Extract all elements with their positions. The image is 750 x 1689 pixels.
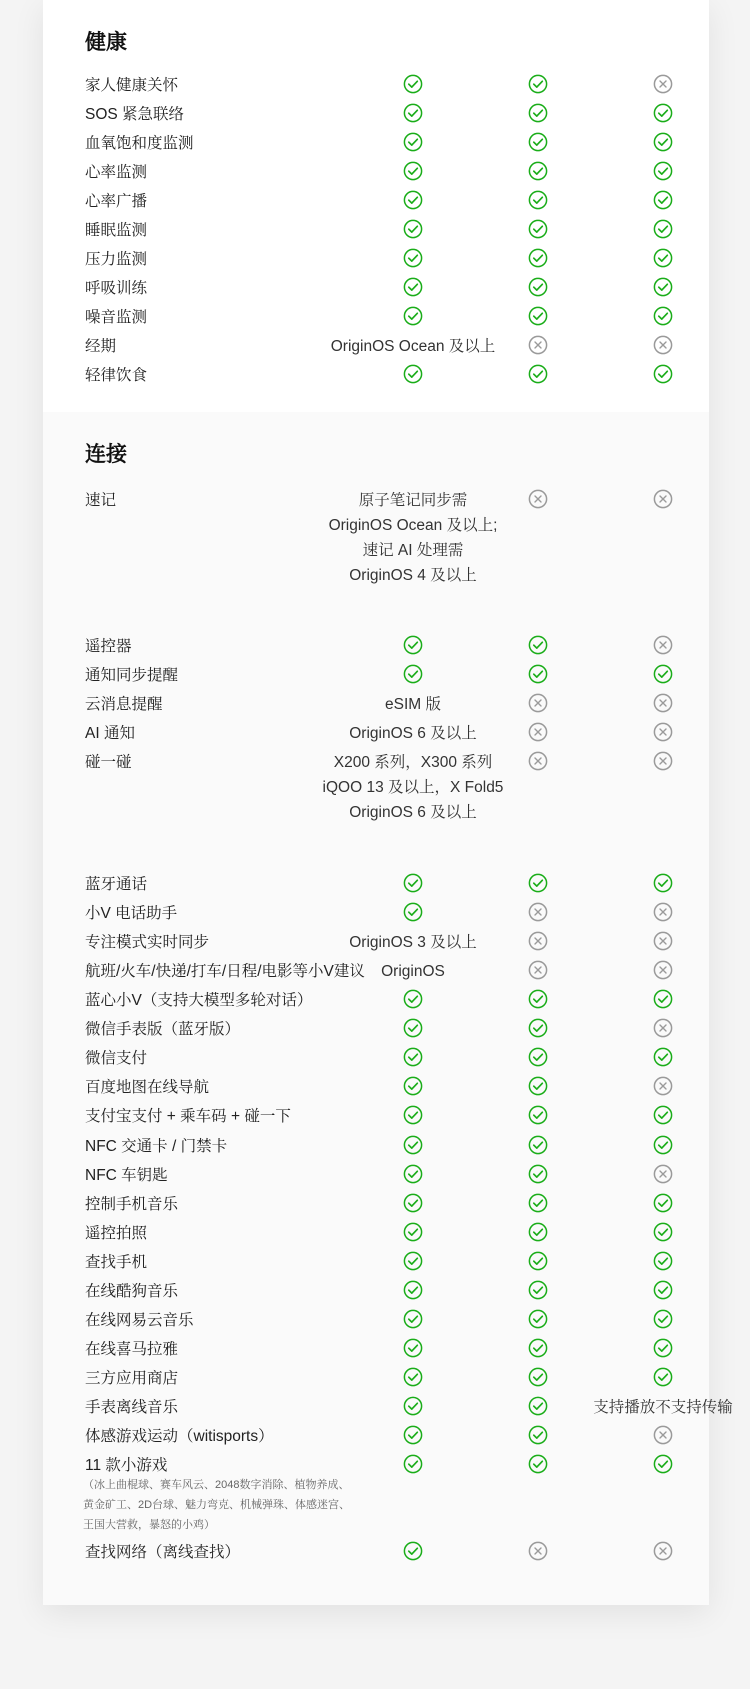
feature-label: 家人健康关怀 xyxy=(85,77,179,94)
check-circle-icon xyxy=(403,74,423,94)
support-cell-1 xyxy=(313,1017,513,1038)
cross-circle-icon xyxy=(653,1076,673,1096)
support-cell-1 xyxy=(313,488,513,588)
section-title: 健康 xyxy=(85,31,127,54)
support-cell-2 xyxy=(508,160,568,181)
check-circle-icon xyxy=(528,1251,548,1271)
check-circle-icon xyxy=(653,1135,673,1155)
support-cell-2 xyxy=(508,131,568,152)
support-cell-1 xyxy=(313,131,513,152)
check-circle-icon xyxy=(403,132,423,152)
cross-circle-icon xyxy=(528,902,548,922)
support-cell-1 xyxy=(313,930,513,955)
support-cell-2 xyxy=(508,73,568,94)
support-cell-1 xyxy=(313,1366,513,1387)
support-cell-1 xyxy=(313,1046,513,1067)
support-cell-1 xyxy=(313,1221,513,1242)
check-circle-icon xyxy=(528,635,548,655)
support-cell-3 xyxy=(593,1453,733,1474)
support-cell-3 xyxy=(593,721,733,742)
feature-label: 查找手机 xyxy=(85,1254,148,1271)
support-cell-2 xyxy=(508,102,568,123)
feature-label: 速记 xyxy=(85,492,117,509)
feature-label: 在线网易云音乐 xyxy=(85,1312,194,1329)
check-circle-icon xyxy=(653,1251,673,1271)
check-circle-icon xyxy=(403,248,423,268)
check-circle-icon xyxy=(528,873,548,893)
check-circle-icon xyxy=(403,103,423,123)
feature-label: 遥控器 xyxy=(85,638,132,655)
support-note: 原子笔记同步需 OriginOS Ocean 及以上; 速记 AI 处理需 OriginOS 4 及以上 xyxy=(328,492,498,584)
cross-circle-icon xyxy=(653,335,673,355)
cross-circle-icon xyxy=(528,931,548,951)
check-circle-icon xyxy=(653,103,673,123)
comparison-card xyxy=(43,0,733,1605)
support-cell-3 xyxy=(593,1046,733,1067)
check-circle-icon xyxy=(528,1280,548,1300)
support-cell-1 xyxy=(313,1104,513,1125)
feature-label: 血氧饱和度监测 xyxy=(85,135,194,152)
check-circle-icon xyxy=(403,1193,423,1213)
support-cell-1 xyxy=(313,1453,513,1474)
check-circle-icon xyxy=(528,74,548,94)
support-cell-3 xyxy=(593,334,733,355)
check-circle-icon xyxy=(528,1135,548,1155)
check-circle-icon xyxy=(528,277,548,297)
support-cell-1 xyxy=(313,1424,513,1445)
support-cell-3 xyxy=(593,1366,733,1387)
feature-label: 三方应用商店 xyxy=(85,1370,179,1387)
feature-label: 航班/火车/快递/打车/日程/电影等小V建议 xyxy=(85,963,365,980)
feature-label: 体感游戏运动（witisports） xyxy=(85,1428,274,1445)
support-cell-2 xyxy=(508,1163,568,1184)
check-circle-icon xyxy=(653,1338,673,1358)
cross-circle-icon xyxy=(653,751,673,771)
check-circle-icon xyxy=(403,1105,423,1125)
check-circle-icon xyxy=(653,132,673,152)
support-cell-2 xyxy=(508,1046,568,1067)
support-cell-1 xyxy=(313,1163,513,1184)
support-cell-1 xyxy=(313,901,513,922)
check-circle-icon xyxy=(653,989,673,1009)
support-cell-3 xyxy=(593,1221,733,1242)
support-cell-3 xyxy=(593,160,733,181)
feature-label: 支付宝支付 + 乘车码 + 碰一下 xyxy=(85,1108,291,1125)
support-cell-3 xyxy=(593,363,733,384)
support-cell-3 xyxy=(593,1192,733,1213)
support-cell-2 xyxy=(508,1424,568,1445)
support-cell-1 xyxy=(313,1250,513,1271)
feature-label: 微信手表版（蓝牙版） xyxy=(85,1021,241,1038)
feature-label: 11 款小游戏 xyxy=(85,1457,168,1474)
support-cell-3 xyxy=(593,1017,733,1038)
support-cell-3 xyxy=(593,102,733,123)
support-cell-3 xyxy=(593,1424,733,1445)
support-cell-3 xyxy=(593,750,733,771)
support-note: OriginOS xyxy=(381,963,445,980)
check-circle-icon xyxy=(653,1454,673,1474)
support-cell-2 xyxy=(508,363,568,384)
cross-circle-icon xyxy=(653,1541,673,1561)
support-cell-2 xyxy=(508,305,568,326)
check-circle-icon xyxy=(528,1338,548,1358)
support-cell-3 xyxy=(593,1075,733,1096)
support-note: OriginOS 3 及以上 xyxy=(349,934,477,951)
feature-label: 心率广播 xyxy=(85,193,148,210)
check-circle-icon xyxy=(528,1367,548,1387)
cross-circle-icon xyxy=(653,489,673,509)
check-circle-icon xyxy=(403,1425,423,1445)
support-cell-3 xyxy=(593,663,733,684)
feature-label: 通知同步提醒 xyxy=(85,667,179,684)
check-circle-icon xyxy=(528,1018,548,1038)
support-cell-1 xyxy=(313,247,513,268)
feature-label: 在线喜马拉雅 xyxy=(85,1341,179,1358)
support-cell-1 xyxy=(313,988,513,1009)
feature-label: 噪音监测 xyxy=(85,309,148,326)
support-cell-3 xyxy=(593,131,733,152)
feature-label: 睡眠监测 xyxy=(85,222,148,239)
cross-circle-icon xyxy=(653,722,673,742)
check-circle-icon xyxy=(653,248,673,268)
feature-label: 百度地图在线导航 xyxy=(85,1079,210,1096)
feature-label: 遥控拍照 xyxy=(85,1225,148,1242)
feature-label: 蓝心小V（支持大模型多轮对话） xyxy=(85,992,313,1009)
check-circle-icon xyxy=(528,161,548,181)
check-circle-icon xyxy=(653,1222,673,1242)
support-cell-2 xyxy=(508,1453,568,1474)
support-cell-3 xyxy=(593,189,733,210)
cross-circle-icon xyxy=(653,902,673,922)
support-cell-2 xyxy=(508,189,568,210)
check-circle-icon xyxy=(403,989,423,1009)
support-cell-3 xyxy=(593,488,733,509)
support-cell-3 xyxy=(593,1337,733,1358)
support-cell-2 xyxy=(508,1221,568,1242)
check-circle-icon xyxy=(528,1105,548,1125)
support-cell-2 xyxy=(508,901,568,922)
feature-label: 心率监测 xyxy=(85,164,148,181)
check-circle-icon xyxy=(403,190,423,210)
support-cell-3 xyxy=(593,1163,733,1184)
check-circle-icon xyxy=(403,664,423,684)
support-note: OriginOS 6 及以上 xyxy=(349,725,477,742)
check-circle-icon xyxy=(403,364,423,384)
support-cell-2 xyxy=(508,1337,568,1358)
support-cell-3 xyxy=(593,1395,733,1420)
feature-label: AI 通知 xyxy=(85,725,135,742)
support-cell-2 xyxy=(508,988,568,1009)
cross-circle-icon xyxy=(528,489,548,509)
check-circle-icon xyxy=(528,1454,548,1474)
check-circle-icon xyxy=(403,219,423,239)
support-cell-1 xyxy=(313,218,513,239)
support-cell-3 xyxy=(593,988,733,1009)
feature-label: NFC 交通卡 / 门禁卡 xyxy=(85,1138,228,1155)
check-circle-icon xyxy=(403,1047,423,1067)
support-cell-2 xyxy=(508,750,568,771)
support-cell-1 xyxy=(313,692,513,717)
cross-circle-icon xyxy=(653,74,673,94)
support-cell-2 xyxy=(508,1279,568,1300)
support-cell-2 xyxy=(508,1075,568,1096)
support-cell-2 xyxy=(508,663,568,684)
feature-label: 微信支付 xyxy=(85,1050,148,1067)
feature-label: 蓝牙通话 xyxy=(85,876,148,893)
support-cell-1 xyxy=(313,634,513,655)
support-cell-1 xyxy=(313,1192,513,1213)
check-circle-icon xyxy=(528,1222,548,1242)
check-circle-icon xyxy=(403,1251,423,1271)
check-circle-icon xyxy=(528,248,548,268)
support-cell-3 xyxy=(593,930,733,951)
check-circle-icon xyxy=(528,1076,548,1096)
cross-circle-icon xyxy=(653,1164,673,1184)
support-cell-1 xyxy=(313,750,513,825)
check-circle-icon xyxy=(528,1396,548,1416)
check-circle-icon xyxy=(528,989,548,1009)
feature-label: 压力监测 xyxy=(85,251,148,268)
check-circle-icon xyxy=(403,873,423,893)
feature-label: 查找网络（离线查找） xyxy=(85,1544,241,1561)
check-circle-icon xyxy=(528,1193,548,1213)
cross-circle-icon xyxy=(653,635,673,655)
support-cell-2 xyxy=(508,276,568,297)
check-circle-icon xyxy=(528,190,548,210)
feature-note: （冰上曲棍球、赛车风云、2048数字消除、植物养成、 黄金矿工、2D台球、魅力弯克、机械弹珠、体感迷宫、 王国大营救，暴怒的小鸡） xyxy=(83,1479,351,1531)
support-cell-3 xyxy=(593,276,733,297)
check-circle-icon xyxy=(403,1338,423,1358)
check-circle-icon xyxy=(403,1454,423,1474)
support-cell-1 xyxy=(313,1540,513,1561)
cross-circle-icon xyxy=(653,1425,673,1445)
support-cell-1 xyxy=(313,872,513,893)
feature-label: 手表离线音乐 xyxy=(85,1399,179,1416)
cross-circle-icon xyxy=(528,751,548,771)
support-cell-2 xyxy=(508,1308,568,1329)
feature-label: 控制手机音乐 xyxy=(85,1196,179,1213)
support-cell-3 xyxy=(593,1250,733,1271)
check-circle-icon xyxy=(528,364,548,384)
support-cell-1 xyxy=(313,1075,513,1096)
check-circle-icon xyxy=(653,1105,673,1125)
check-circle-icon xyxy=(653,1047,673,1067)
support-cell-3 xyxy=(593,305,733,326)
support-cell-2 xyxy=(508,692,568,713)
support-cell-1 xyxy=(313,721,513,746)
support-cell-1 xyxy=(313,1279,513,1300)
cross-circle-icon xyxy=(653,1018,673,1038)
support-cell-1 xyxy=(313,73,513,94)
section-title: 连接 xyxy=(85,443,127,466)
check-circle-icon xyxy=(403,902,423,922)
support-cell-3 xyxy=(593,1308,733,1329)
support-cell-3 xyxy=(593,872,733,893)
check-circle-icon xyxy=(403,1280,423,1300)
check-circle-icon xyxy=(403,1222,423,1242)
support-cell-3 xyxy=(593,247,733,268)
feature-label: 呼吸训练 xyxy=(85,280,148,297)
support-cell-2 xyxy=(508,1017,568,1038)
support-cell-3 xyxy=(593,959,733,980)
feature-label: 碰一碰 xyxy=(85,754,132,771)
support-cell-1 xyxy=(313,1337,513,1358)
support-cell-2 xyxy=(508,1250,568,1271)
support-cell-1 xyxy=(313,160,513,181)
cross-circle-icon xyxy=(528,1541,548,1561)
check-circle-icon xyxy=(653,1309,673,1329)
support-cell-1 xyxy=(313,1134,513,1155)
check-circle-icon xyxy=(528,664,548,684)
check-circle-icon xyxy=(653,1367,673,1387)
support-cell-3 xyxy=(593,1104,733,1125)
check-circle-icon xyxy=(528,1164,548,1184)
support-cell-1 xyxy=(313,1308,513,1329)
check-circle-icon xyxy=(403,1076,423,1096)
feature-label: 云消息提醒 xyxy=(85,696,163,713)
feature-label: SOS 紧急联络 xyxy=(85,106,185,123)
feature-label: 小V 电话助手 xyxy=(85,905,178,922)
check-circle-icon xyxy=(528,219,548,239)
support-cell-1 xyxy=(313,305,513,326)
check-circle-icon xyxy=(528,1425,548,1445)
support-cell-2 xyxy=(508,634,568,655)
support-cell-1 xyxy=(313,363,513,384)
cross-circle-icon xyxy=(653,931,673,951)
check-circle-icon xyxy=(403,1541,423,1561)
cross-circle-icon xyxy=(528,960,548,980)
check-circle-icon xyxy=(403,1135,423,1155)
check-circle-icon xyxy=(403,1164,423,1184)
check-circle-icon xyxy=(528,306,548,326)
support-cell-2 xyxy=(508,218,568,239)
check-circle-icon xyxy=(653,873,673,893)
check-circle-icon xyxy=(403,1018,423,1038)
check-circle-icon xyxy=(403,1367,423,1387)
cross-circle-icon xyxy=(528,722,548,742)
support-cell-3 xyxy=(593,692,733,713)
check-circle-icon xyxy=(653,190,673,210)
feature-label: 经期 xyxy=(85,338,117,355)
cross-circle-icon xyxy=(528,335,548,355)
check-circle-icon xyxy=(653,364,673,384)
support-cell-2 xyxy=(508,1540,568,1561)
support-cell-2 xyxy=(508,959,568,980)
support-cell-1 xyxy=(313,276,513,297)
support-cell-1 xyxy=(313,663,513,684)
support-cell-2 xyxy=(508,872,568,893)
check-circle-icon xyxy=(653,306,673,326)
support-cell-1 xyxy=(313,959,513,984)
cross-circle-icon xyxy=(653,960,673,980)
check-circle-icon xyxy=(653,1280,673,1300)
feature-label: 轻律饮食 xyxy=(85,367,148,384)
support-cell-2 xyxy=(508,930,568,951)
support-cell-1 xyxy=(313,1395,513,1416)
support-cell-1 xyxy=(313,102,513,123)
check-circle-icon xyxy=(653,664,673,684)
check-circle-icon xyxy=(653,161,673,181)
check-circle-icon xyxy=(403,277,423,297)
support-note: X200 系列，X300 系列 iQOO 13 及以上，X Fold5 OriginOS 6 及以上 xyxy=(322,754,504,821)
support-note: eSIM 版 xyxy=(385,696,441,713)
support-cell-3 xyxy=(593,1540,733,1561)
cross-circle-icon xyxy=(528,693,548,713)
support-cell-2 xyxy=(508,1366,568,1387)
check-circle-icon xyxy=(403,161,423,181)
support-note: 支持播放不支持传输 xyxy=(593,1399,733,1416)
support-cell-2 xyxy=(508,1192,568,1213)
support-cell-3 xyxy=(593,901,733,922)
check-circle-icon xyxy=(528,103,548,123)
support-cell-2 xyxy=(508,488,568,509)
feature-label: NFC 车钥匙 xyxy=(85,1167,168,1184)
check-circle-icon xyxy=(528,1047,548,1067)
check-circle-icon xyxy=(528,132,548,152)
feature-label: 专注模式实时同步 xyxy=(85,934,210,951)
check-circle-icon xyxy=(653,1193,673,1213)
check-circle-icon xyxy=(403,1396,423,1416)
support-cell-2 xyxy=(508,1395,568,1416)
support-cell-3 xyxy=(593,1279,733,1300)
support-cell-2 xyxy=(508,1134,568,1155)
support-cell-3 xyxy=(593,218,733,239)
check-circle-icon xyxy=(653,219,673,239)
support-cell-2 xyxy=(508,334,568,355)
check-circle-icon xyxy=(653,277,673,297)
support-cell-2 xyxy=(508,247,568,268)
support-cell-1 xyxy=(313,334,513,359)
check-circle-icon xyxy=(403,635,423,655)
support-cell-2 xyxy=(508,721,568,742)
support-cell-2 xyxy=(508,1104,568,1125)
check-circle-icon xyxy=(528,1309,548,1329)
check-circle-icon xyxy=(403,306,423,326)
support-note: OriginOS Ocean 及以上 xyxy=(330,338,496,355)
support-cell-3 xyxy=(593,73,733,94)
support-cell-3 xyxy=(593,1134,733,1155)
support-cell-3 xyxy=(593,634,733,655)
check-circle-icon xyxy=(403,1309,423,1329)
cross-circle-icon xyxy=(653,693,673,713)
feature-label: 在线酷狗音乐 xyxy=(85,1283,179,1300)
support-cell-1 xyxy=(313,189,513,210)
